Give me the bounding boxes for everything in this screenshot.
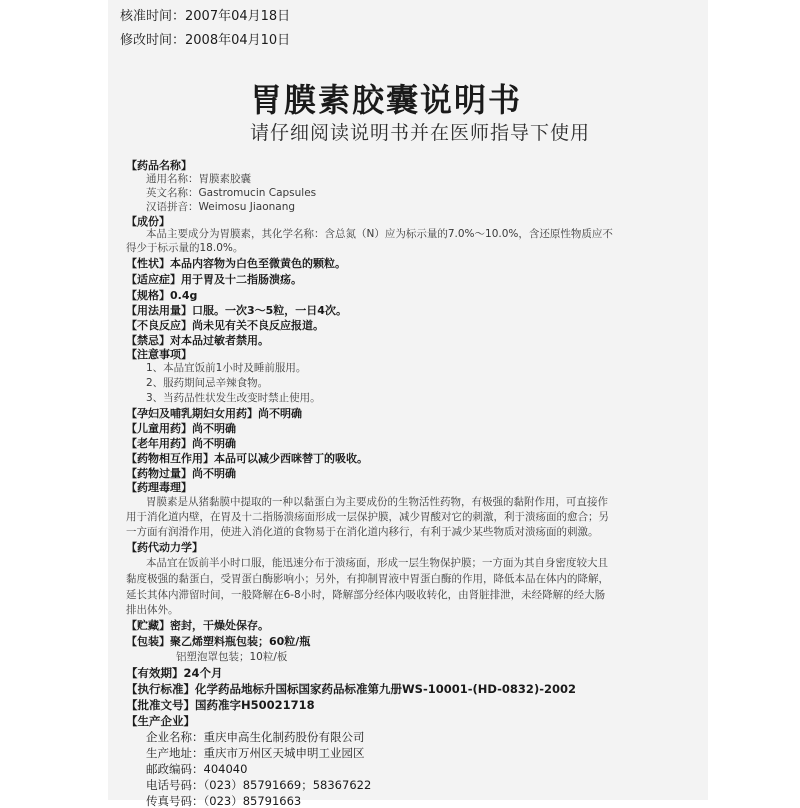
section-dosage: 【用法用量】口服。一次3～5粒，一日4次。: [126, 304, 347, 317]
pharmacokinetics-text: 黏度极强的黏蛋白，受胃蛋白酶影响小；另外，有抑制胃液中胃蛋白酶的作用，降低本品在体内的降解，: [126, 573, 609, 585]
section-precautions: 【注意事项】: [126, 348, 192, 361]
company-name: 企业名称：重庆申高生化制药股份有限公司: [146, 730, 365, 744]
pharmacokinetics-text: 本品宜在饭前半小时口服，能迅速分布于溃疡面，形成一层生物保护膜；一方面为其自身密度较大且: [146, 557, 608, 569]
section-specification: 【规格】0.4g: [126, 289, 198, 302]
pharmacology-text: 胃膜素是从猪黏膜中提取的一种以黏蛋白为主要成份的生物活性药物，有极强的黏附作用，可直接作: [146, 496, 608, 508]
ingredients-text: 得少于标示量的18.0%。: [126, 242, 244, 254]
section-contraindications: 【禁忌】对本品过敏者禁用。: [126, 334, 269, 347]
ingredients-text: 本品主要成分为胃膜素，其化学名称：含总氮（N）应为标示量的7.0%～10.0%，含还原性物质应不: [146, 228, 613, 240]
fax-number: 传真号码：（023）85791663: [146, 794, 302, 808]
section-adverse-reactions: 【不良反应】尚未见有关不良反应报道。: [126, 319, 324, 332]
section-indications: 【适应症】用于胃及十二指肠溃疡。: [126, 273, 302, 286]
section-geriatric: 【老年用药】尚不明确: [126, 437, 236, 450]
packaging-text: 铝塑泡罩包装；10粒/板: [176, 651, 288, 663]
revision-date: 修改时间：2008年04月10日: [120, 33, 291, 48]
section-pharmacokinetics: 【药代动力学】: [126, 541, 203, 554]
company-address: 生产地址：重庆市万州区天城申明工业园区: [146, 746, 365, 760]
section-manufacturer: 【生产企业】: [126, 714, 195, 728]
section-shelf-life: 【有效期】24个月: [126, 666, 223, 680]
section-packaging: 【包装】聚乙烯塑料瓶包装；60粒/瓶: [126, 635, 311, 648]
section-overdose: 【药物过量】尚不明确: [126, 467, 236, 480]
section-ingredients: 【成份】: [126, 215, 170, 228]
english-name: 英文名称：Gastromucin Capsules: [146, 187, 317, 199]
postal-code: 邮政编码：404040: [146, 762, 248, 776]
phone-number: 电话号码：（023）85791669；58367622: [146, 778, 372, 792]
pharmacokinetics-text: 延长其体内滞留时间，一般降解在6-8小时，降解部分经体内吸收转化，由肾脏排泄，未经降解的经大肠: [126, 589, 606, 601]
section-approval-number: 【批准文号】国药准字H50021718: [126, 698, 315, 712]
generic-name: 通用名称：胃膜素胶囊: [146, 173, 251, 185]
precaution-item: 3、当药品性状发生改变时禁止使用。: [146, 392, 321, 404]
precaution-item: 2、服药期间忌辛辣食物。: [146, 377, 269, 389]
document-title: 胃膜素胶囊说明书: [250, 81, 523, 119]
document-subtitle: 请仔细阅读说明书并在医师指导下使用: [250, 122, 591, 144]
pharmacology-text: 一方面有润滑作用，使进入消化道的食物易于在消化道内移行，有利于减少某些物质对溃疡面的刺激。: [126, 526, 599, 538]
section-pregnancy: 【孕妇及哺乳期妇女用药】尚不明确: [126, 407, 302, 420]
precaution-item: 1、本品宜饭前1小时及睡前服用。: [146, 362, 307, 374]
section-appearance: 【性状】本品内容物为白色至微黄色的颗粒。: [126, 257, 346, 270]
section-standard: 【执行标准】化学药品地标升国标国家药品标准第九册WS-10001-(HD-0832)-2002: [126, 682, 576, 696]
pharmacology-text: 用于消化道内壁，在胃及十二指肠溃疡面形成一层保护膜，减少胃酸对它的刺激，利于溃疡面的愈合；另: [126, 511, 609, 523]
section-drug-name: 【药品名称】: [126, 159, 192, 172]
section-storage: 【贮藏】密封，干燥处保存。: [126, 619, 269, 632]
section-interactions: 【药物相互作用】本品可以减少西咪替丁的吸收。: [126, 452, 368, 465]
pinyin-name: 汉语拼音：Weimosu Jiaonang: [146, 201, 296, 213]
pharmacokinetics-text: 排出体外。: [126, 604, 179, 616]
section-pharmacology: 【药理毒理】: [126, 481, 192, 494]
section-pediatric: 【儿童用药】尚不明确: [126, 422, 236, 435]
approval-date: 核准时间：2007年04月18日: [120, 9, 291, 24]
